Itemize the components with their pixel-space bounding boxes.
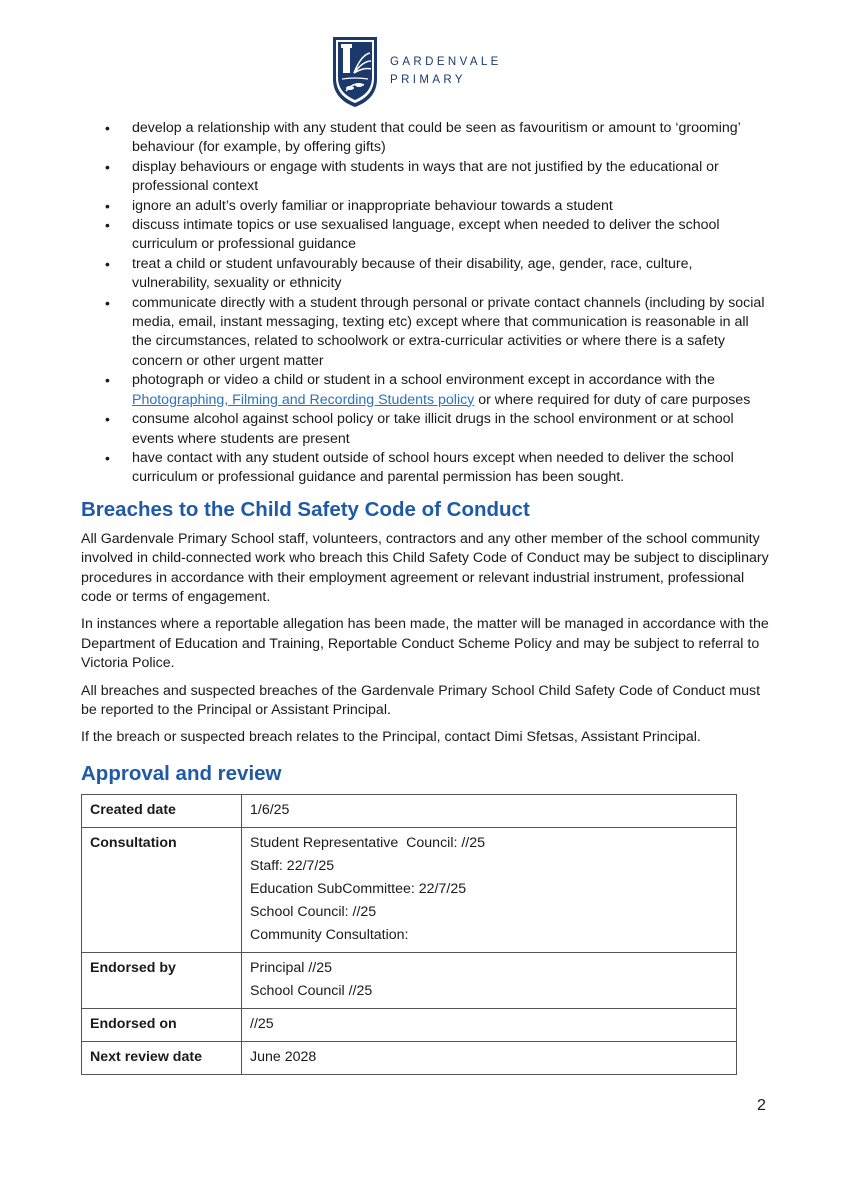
row-label: Consultation: [82, 827, 242, 952]
list-item: [81, 371, 771, 410]
list-item-text-before: photograph or video a child or student in a school environment except in accordance with the: [132, 372, 715, 389]
list-item: • discuss intimate topics or use sexualised language, except when needed to deliver the school curriculum or professional guidance: [81, 216, 771, 255]
logo-name-line2: PRIMARY: [390, 74, 466, 86]
list-item: • display behaviours or engage with students in ways that are not justified by the educational or professional context: [81, 158, 771, 197]
logo-name-line1: GARDENVALE: [390, 56, 502, 68]
row-label: Created date: [82, 794, 242, 827]
row-label: Next review date: [82, 1041, 242, 1074]
list-item: • develop a relationship with any student that could be seen as favouritism or amount to ‘grooming’ behaviour (for example, by offering gifts): [81, 119, 771, 158]
row-value: [242, 794, 737, 827]
row-value-line: Principal //25: [250, 959, 333, 976]
row-value: [242, 952, 737, 1008]
school-logo: [330, 33, 502, 109]
photographing-policy-link[interactable]: Photographing, Filming and Recording Students policy: [132, 391, 475, 408]
school-crest-icon: [330, 33, 380, 109]
conduct-bullet-list: [81, 119, 771, 488]
page-content: [81, 119, 771, 1075]
row-value-line: Staff: 22/7/25: [250, 857, 335, 874]
row-value: [242, 1008, 737, 1041]
table-row: [82, 1041, 737, 1074]
row-value-line: School Council //25: [250, 982, 373, 999]
row-value-line: School Council: //25: [250, 903, 377, 920]
breaches-paragraph: If the breach or suspected breach relates to the Principal, contact Dimi Sfetsas, Assistant Principal.: [81, 729, 701, 746]
table-row: [82, 952, 737, 1008]
table-row: [82, 1008, 737, 1041]
row-value-line: //25: [250, 1015, 274, 1032]
table-row: [82, 827, 737, 952]
approval-heading: Approval and review: [81, 761, 282, 785]
table-row: [82, 794, 737, 827]
list-item: • have contact with any student outside of school hours except when needed to deliver the school curriculum or professional guidance and parental permission has been sought.: [81, 449, 771, 488]
list-item: • ignore an adult’s overly familiar or inappropriate behaviour towards a student: [81, 197, 771, 216]
list-item: • treat a child or student unfavourably because of their disability, age, gender, race, culture, vulnerability, sexuality or ethnicity: [81, 255, 771, 294]
row-value-line: 1/6/25: [250, 801, 290, 818]
breaches-paragraph: All Gardenvale Primary School staff, volunteers, contractors and any other member of the school community involved in child-connected work who breach this Child Safety Code of Conduct may be subject to disciplinary procedures in accordance with their employment agreement or relevant industrial instrument, professional code or terms of engagement.: [81, 530, 769, 605]
row-value-line: June 2028: [250, 1048, 317, 1065]
breaches-paragraph: In instances where a reportable allegation has been made, the matter will be managed in accordance with the Department of Education and Training, Reportable Conduct Scheme Policy and may be subject to referral to Victoria Police.: [81, 616, 769, 672]
row-label: Endorsed by: [82, 952, 242, 1008]
row-value-line: Student Representative Council: //25: [250, 834, 486, 851]
row-label: Endorsed on: [82, 1008, 242, 1041]
row-value: [242, 827, 737, 952]
list-item: • communicate directly with a student through personal or private contact channels (including by social media, email, instant messaging, texting etc) except where that communication is reasonable in all the circumstances, related to schoolwork or extra-curricular activities or where there is a safety concern or other urgent matter: [81, 294, 771, 372]
row-value-line: Community Consultation:: [250, 926, 409, 943]
approval-table: [81, 794, 737, 1075]
page-header: [0, 33, 848, 109]
list-item-text-after: or where required for duty of care purposes: [474, 391, 751, 408]
breaches-heading: Breaches to the Child Safety Code of Conduct: [81, 497, 530, 521]
row-value: [242, 1041, 737, 1074]
row-value-line: Education SubCommittee: 22/7/25: [250, 880, 467, 897]
page-number: 2: [757, 1097, 766, 1114]
breaches-paragraph: All breaches and suspected breaches of the Gardenvale Primary School Child Safety Code of Conduct must be reported to the Principal or Assistant Principal.: [81, 682, 761, 718]
list-item: • consume alcohol against school policy or take illicit drugs in the school environment or at school events where students are present: [81, 410, 771, 449]
